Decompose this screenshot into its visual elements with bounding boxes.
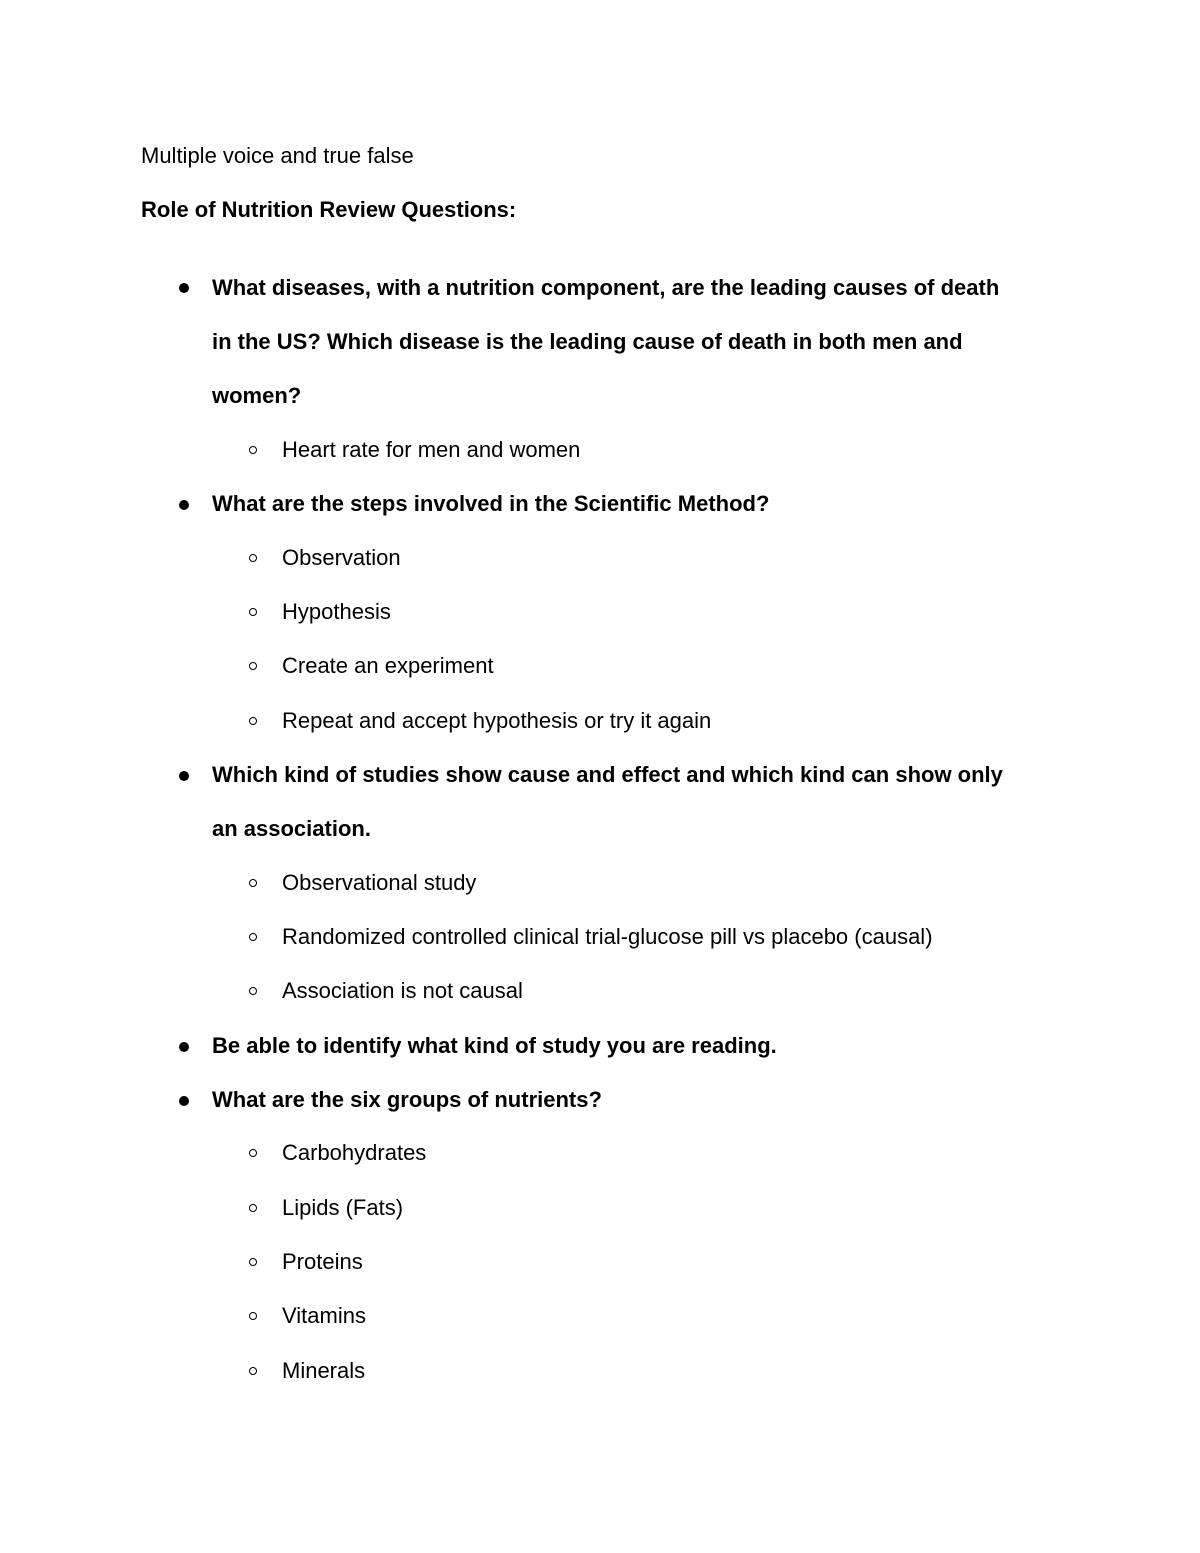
- hollow-bullet-icon: [249, 1367, 257, 1375]
- intro-line: Multiple voice and true false: [141, 143, 414, 168]
- hollow-bullet-icon: [249, 1149, 257, 1157]
- hollow-bullet-icon: [249, 1312, 257, 1320]
- answer-text: Proteins: [282, 1249, 363, 1274]
- question-line: What diseases, with a nutrition component, are the leading causes of death: [212, 275, 1000, 300]
- answer-text: Create an experiment: [282, 653, 494, 678]
- question-line: an association.: [212, 816, 371, 841]
- hollow-bullet-icon: [249, 933, 257, 941]
- hollow-bullet-icon: [249, 1204, 257, 1212]
- question-line: What are the steps involved in the Scientific Method?: [212, 491, 770, 516]
- answer-text: Minerals: [282, 1358, 366, 1383]
- question-line: Be able to identify what kind of study you are reading.: [212, 1033, 777, 1058]
- bullet-icon: [179, 283, 189, 293]
- hollow-bullet-icon: [249, 879, 257, 887]
- answer-text: Lipids (Fats): [282, 1195, 404, 1220]
- answer-text: Observational study: [282, 870, 477, 895]
- bullet-icon: [179, 1042, 189, 1052]
- answer-text: Carbohydrates: [282, 1140, 427, 1165]
- hollow-bullet-icon: [249, 446, 257, 454]
- answer-text: Heart rate for men and women: [282, 437, 581, 462]
- hollow-bullet-icon: [249, 987, 257, 995]
- section-heading: Role of Nutrition Review Questions:: [141, 197, 517, 222]
- hollow-bullet-icon: [249, 1258, 257, 1266]
- question-line: in the US? Which disease is the leading cause of death in both men and: [212, 329, 963, 354]
- question-line: What are the six groups of nutrients?: [212, 1087, 602, 1112]
- answer-text: Observation: [282, 545, 401, 570]
- answer-text: Repeat and accept hypothesis or try it again: [282, 708, 712, 733]
- answer-text: Hypothesis: [282, 599, 391, 624]
- bullet-icon: [179, 1096, 189, 1106]
- bullet-icon: [179, 771, 189, 781]
- hollow-bullet-icon: [249, 608, 257, 616]
- hollow-bullet-icon: [249, 717, 257, 725]
- answer-text: Randomized controlled clinical trial-glucose pill vs placebo (causal): [282, 924, 933, 949]
- question-line: Which kind of studies show cause and effect and which kind can show only: [212, 762, 1003, 787]
- answer-text: Vitamins: [282, 1303, 366, 1328]
- hollow-bullet-icon: [249, 554, 257, 562]
- bullet-icon: [179, 500, 189, 510]
- hollow-bullet-icon: [249, 662, 257, 670]
- answer-text: Association is not causal: [282, 978, 523, 1003]
- question-line: women?: [212, 383, 302, 408]
